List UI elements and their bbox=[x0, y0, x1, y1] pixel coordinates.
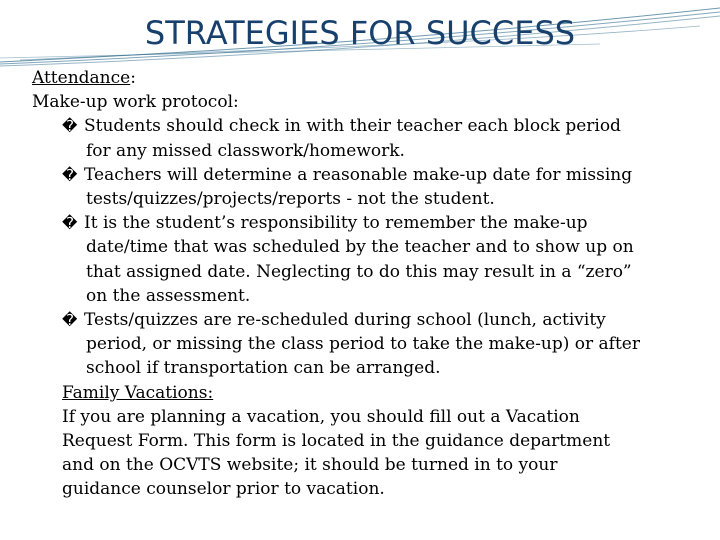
bullet-text: on the assessment. bbox=[86, 285, 251, 306]
bullet-text-line bbox=[62, 114, 702, 138]
family-text-line: guidance counselor prior to vacation. bbox=[62, 479, 385, 500]
bullet-text: date/time that was scheduled by the teacher and to show up on bbox=[86, 237, 634, 258]
family-text-line: and on the OCVTS website; it should be turned in to your bbox=[62, 455, 558, 476]
bullet-text: Tests/quizzes are re-scheduled during school (lunch, activity bbox=[84, 310, 606, 331]
bullet-text-line bbox=[62, 211, 702, 235]
bullet-text-line bbox=[86, 187, 702, 211]
bullet-text-line bbox=[86, 332, 702, 356]
bullet-text: Teachers will determine a reasonable make-up date for missing bbox=[84, 164, 633, 185]
bullet-text-line bbox=[86, 235, 702, 259]
bullet-text: period, or missing the class period to take the make-up) or after bbox=[86, 334, 640, 355]
attendance-colon: : bbox=[130, 68, 136, 88]
family-text-line: If you are planning a vacation, you should fill out a Vacation bbox=[62, 406, 580, 427]
makeup-bullet-list bbox=[62, 114, 702, 380]
bullet-text-line bbox=[62, 308, 702, 332]
bullet-text: It is the student’s responsibility to remember the make-up bbox=[84, 213, 588, 234]
page-title: STRATEGIES FOR SUCCESS bbox=[144, 14, 576, 52]
bullet-text-line bbox=[86, 260, 702, 284]
family-vacations-text bbox=[62, 405, 702, 502]
attendance-line bbox=[32, 66, 702, 90]
attendance-heading: Attendance bbox=[32, 68, 131, 88]
bullet-text: for any missed classwork/homework. bbox=[86, 140, 405, 161]
makeup-bullet-item bbox=[62, 211, 702, 308]
makeup-bullet-item bbox=[62, 114, 702, 162]
bullet-text: Students should check in with their teacher each block period bbox=[84, 116, 621, 137]
bullet-text: that assigned date. Neglecting to do this may result in a “zero” bbox=[86, 261, 632, 282]
bullet-glyph-icon: � bbox=[62, 214, 78, 233]
bullet-text: tests/quizzes/projects/reports - not the student. bbox=[86, 189, 495, 210]
bullet-text-line bbox=[86, 356, 702, 380]
family-vacations-heading: Family Vacations: bbox=[62, 382, 214, 403]
bullet-glyph-icon: � bbox=[62, 165, 78, 184]
makeup-bullet-item bbox=[62, 163, 702, 211]
bullet-text-line bbox=[86, 284, 702, 308]
bullet-glyph-icon: � bbox=[62, 117, 78, 136]
makeup-heading: Make-up work protocol: bbox=[32, 92, 239, 113]
bullet-text-line bbox=[86, 139, 702, 163]
family-vacations-section bbox=[62, 381, 702, 502]
bullet-text-line bbox=[62, 163, 702, 187]
makeup-bullet-item bbox=[62, 308, 702, 381]
bullet-glyph-icon: � bbox=[62, 311, 78, 330]
family-text-line: Request Form. This form is located in the guidance department bbox=[62, 431, 611, 452]
bullet-text: school if transportation can be arranged. bbox=[86, 358, 441, 379]
content-body bbox=[32, 66, 702, 502]
